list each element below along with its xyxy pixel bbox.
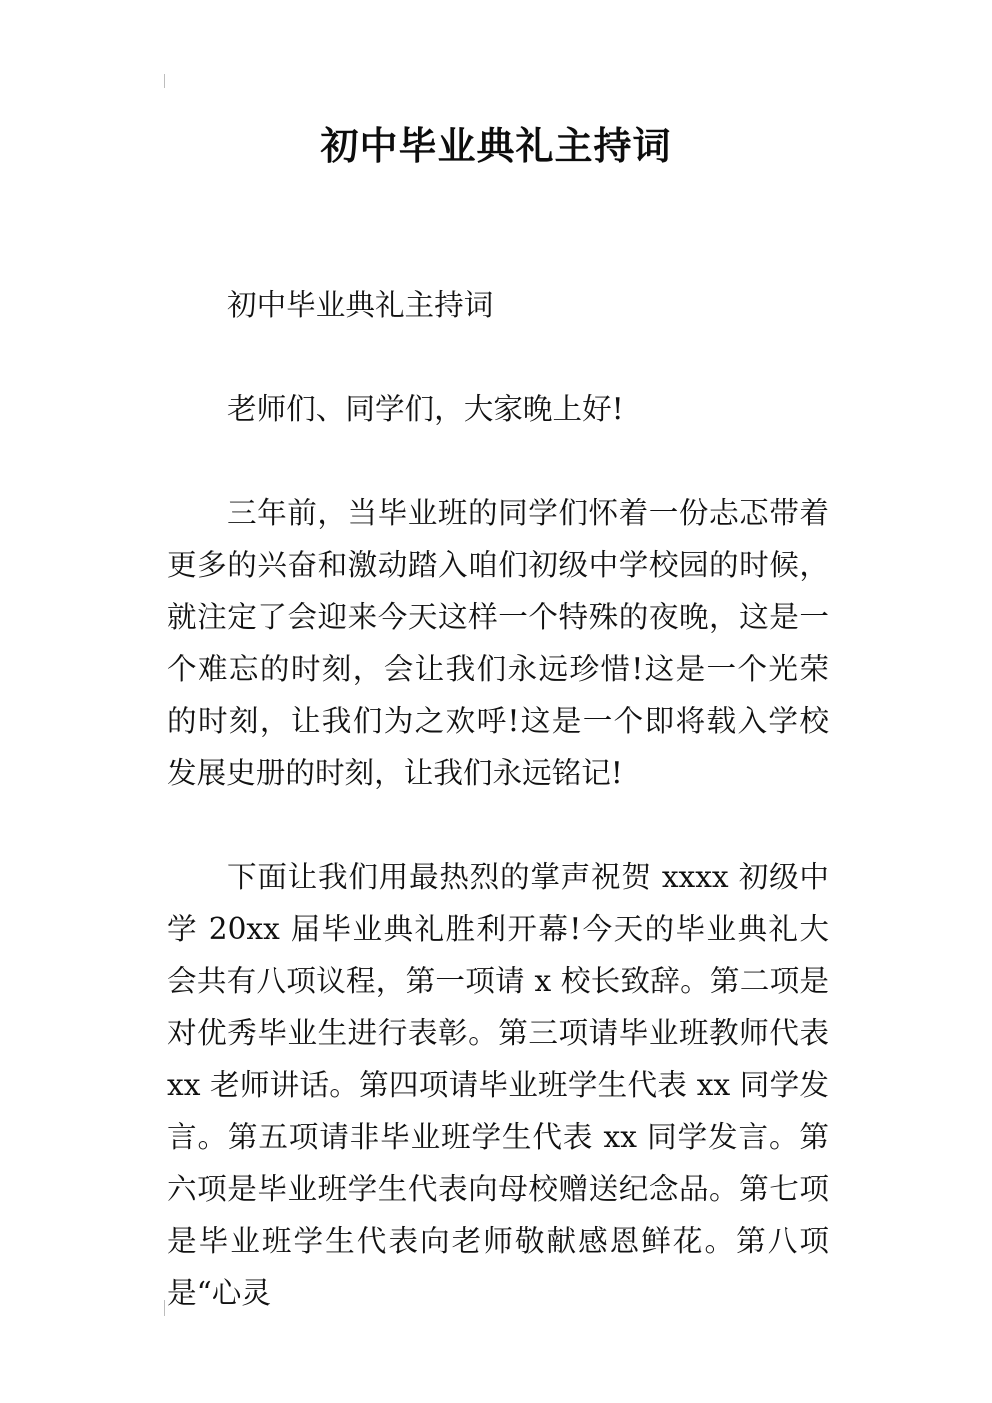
document-title: 初中毕业典礼主持词 bbox=[320, 124, 672, 168]
document-body bbox=[167, 279, 829, 1319]
paragraph-heading: 初中毕业典礼主持词 bbox=[227, 288, 494, 322]
bottom-margin-mark bbox=[164, 1300, 165, 1316]
paragraph-greeting: 老师们、同学们，大家晚上好! bbox=[227, 392, 624, 426]
paragraph-agenda: 下面让我们用最热烈的掌声祝贺 xxxx 初级中学 20xx 届毕业典礼胜利开幕!今天的毕业典礼大会共有八项议程，第一项请 x 校长致辞。第二项是对优秀毕业生进行表彰。第三项请毕业班教师代表 xx 老师讲话。第四项请毕业班学生代表 xx 同学发言。第五项请非毕业班学生代表 xx 同学发言。第六项是毕业班学生代表向母校赠送纪念品。第七项是毕业班学生代表向老师敬献感恩鲜花。第八项是“心灵 bbox=[167, 860, 829, 1310]
paragraph-intro: 三年前，当毕业班的同学们怀着一份忐忑带着更多的兴奋和激动踏入咱们初级中学校园的时候，就注定了会迎来今天这样一个特殊的夜晚，这是一个难忘的时刻，会让我们永远珍惜!这是一个光荣的时刻，让我们为之欢呼!这是一个即将载入学校发展史册的时刻，让我们永远铭记! bbox=[167, 496, 829, 790]
top-margin-mark bbox=[164, 74, 165, 88]
